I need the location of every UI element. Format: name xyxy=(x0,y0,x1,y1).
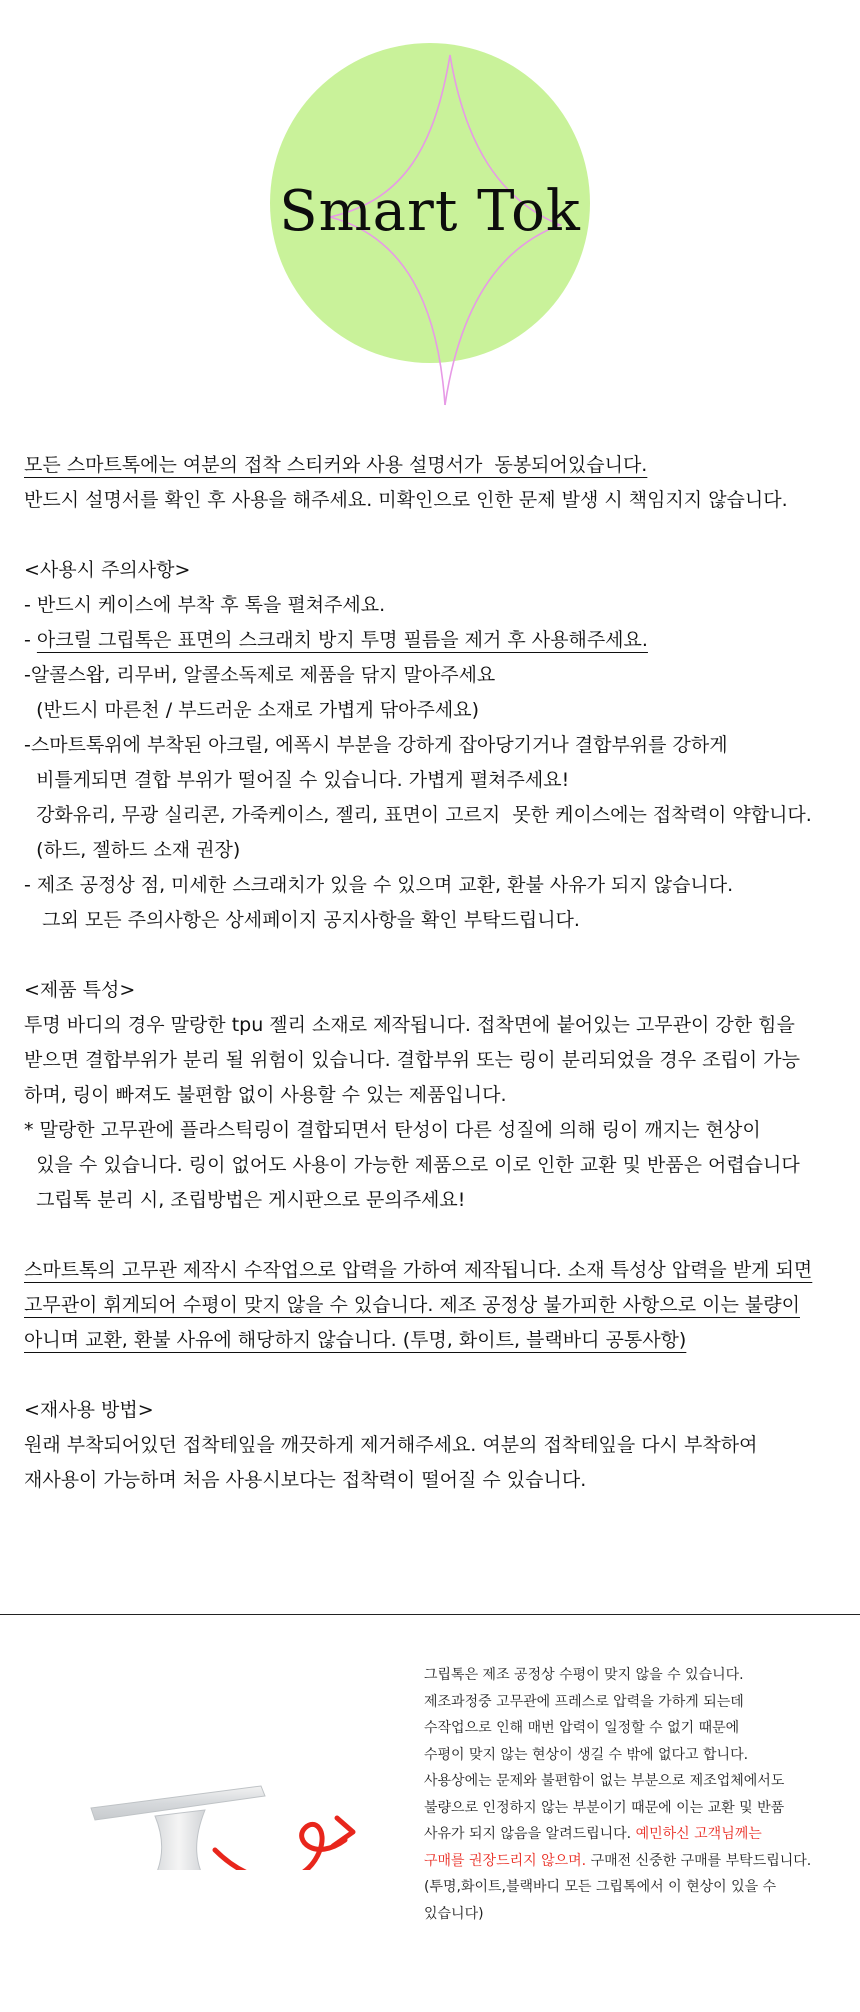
note-line-8 xyxy=(424,1848,854,1875)
note-line-2: 제조과정중 고무관에 프레스로 압력을 가하게 되는데 xyxy=(424,1693,744,1710)
note-line-7 xyxy=(424,1821,854,1848)
rubber-line-3: 아니며 교환, 환불 사유에 해당하지 않습니다. (투명, 화이트, 블랙바디 공통사항) xyxy=(24,1329,687,1351)
caution-line-10: 그외 모든 주의사항은 상세페이지 공지사항을 확인 부탁드립니다. xyxy=(24,909,580,931)
side-note xyxy=(424,1662,854,1927)
caution-line-2 xyxy=(24,623,844,658)
note-line-3: 수작업으로 인해 매번 압력이 일정할 수 없기 때문에 xyxy=(424,1720,740,1736)
caution-line-4: (반드시 마른천 / 부드러운 소재로 가볍게 닦아주세요) xyxy=(24,699,479,721)
reuse-line-1: 원래 부착되어있던 접착테잎을 깨끗하게 제거해주세요. 여분의 접착테잎을 다시 부착하여 xyxy=(24,1434,758,1456)
logo-title: Smart Tok xyxy=(279,178,581,244)
note-line-4: 수평이 맞지 않는 현상이 생길 수 밖에 없다고 합니다. xyxy=(424,1746,749,1763)
note-line-1: 그립톡은 제조 공정상 수평이 맞지 않을 수 있습니다. xyxy=(424,1667,744,1683)
smart-tok-logo xyxy=(260,15,600,415)
caution-title: <사용시 주의사항> xyxy=(24,559,191,581)
note-line-10: 있습니다) xyxy=(424,1905,484,1922)
caution-line-6: 비틀게되면 결합 부위가 떨어질 수 있습니다. 가볍게 펼쳐주세요! xyxy=(24,769,570,791)
caution-line-8: (하드, 젤하드 소재 권장) xyxy=(24,839,241,861)
grip-tok-neck xyxy=(147,1810,211,1870)
caution-line-7: 강화유리, 무광 실리콘, 가죽케이스, 젤리, 표면이 고르지 못한 케이스에는 접착력이 약합니다. xyxy=(24,804,812,826)
note-line-8-warning: 구매를 권장드리지 않으며. xyxy=(424,1852,587,1869)
feature-line-5: 있을 수 있습니다. 링이 없어도 사용이 가능한 제품으로 이로 인한 교환 및 반품은 어렵습니다 xyxy=(24,1154,800,1176)
red-arrow-head-icon xyxy=(333,1818,353,1846)
section-divider xyxy=(0,1614,860,1615)
note-line-6: 불량으로 인정하지 않는 부분이기 때문에 이는 교환 및 반품 xyxy=(424,1799,785,1816)
rubber-line-1: 스마트톡의 고무관 제작시 수작업으로 압력을 가하여 제작됩니다. 소재 특성상 압력을 받게 되면 xyxy=(24,1259,813,1281)
notice-body xyxy=(24,448,844,1498)
caution-line-5: -스마트톡위에 부착된 아크릴, 에폭시 부분을 강하게 잡아당기거나 결합부위를 강하게 xyxy=(24,734,728,756)
feature-line-3: 하며, 링이 빠져도 불편함 없이 사용할 수 있는 제품입니다. xyxy=(24,1084,507,1106)
note-line-5: 사용상에는 문제와 불편함이 없는 부분으로 제조업체에서도 xyxy=(424,1773,785,1789)
reuse-line-2: 재사용이 가능하며 처음 사용시보다는 접착력이 떨어질 수 있습니다. xyxy=(24,1469,587,1491)
feature-line-1: 투명 바디의 경우 말랑한 tpu 젤리 소재로 제작됩니다. 접착면에 붙어있는 고무관이 강한 힘을 xyxy=(24,1014,795,1036)
grip-tok-side-image xyxy=(15,1690,395,1870)
grip-tok-illustration xyxy=(15,1690,395,1870)
note-line-8-text: 구매전 신중한 구매를 부탁드립니다. xyxy=(586,1852,812,1869)
note-line-9: (투명,화이트,블랙바디 모든 그립톡에서 이 현상이 있을 수 xyxy=(424,1879,777,1895)
caution-line-1: - 반드시 케이스에 부착 후 톡을 펼쳐주세요. xyxy=(24,594,386,616)
rubber-line-2: 고무관이 휘게되어 수평이 맞지 않을 수 있습니다. 제조 공정상 불가피한 사항으로 이는 불량이 xyxy=(24,1294,800,1316)
feature-title: <제품 특성> xyxy=(24,979,136,1001)
reuse-title: <재사용 방법> xyxy=(24,1399,154,1421)
feature-line-6: 그립톡 분리 시, 조립방법은 게시판으로 문의주세요! xyxy=(24,1189,466,1211)
intro-line-2: 반드시 설명서를 확인 후 사용을 해주세요. 미확인으로 인한 문제 발생 시 책임지지 않습니다. xyxy=(24,489,788,511)
caution-line-3: -알콜스왑, 리무버, 알콜소독제로 제품을 닦지 말아주세요 xyxy=(24,664,496,686)
note-line-7-text: 사유가 되지 않음을 알려드립니다. xyxy=(424,1826,636,1842)
intro-line-1: 모든 스마트톡에는 여분의 접착 스티커와 사용 설명서가 동봉되어있습니다. xyxy=(24,454,648,476)
note-line-7-warning: 예민하신 고객님께는 xyxy=(635,1826,762,1842)
caution-line-2-prefix: - xyxy=(24,629,37,651)
caution-line-9: - 제조 공정상 점, 미세한 스크래치가 있을 수 있으며 교환, 환불 사유가 되지 않습니다. xyxy=(24,874,734,896)
caution-line-2-text: 아크릴 그립톡은 표면의 스크래치 방지 투명 필름을 제거 후 사용해주세요. xyxy=(36,629,648,651)
feature-line-2: 받으면 결합부위가 분리 될 위험이 있습니다. 결합부위 또는 링이 분리되었을 경우 조립이 가능 xyxy=(24,1049,800,1071)
feature-line-4: * 말랑한 고무관에 플라스틱링이 결합되면서 탄성이 다른 성질에 의해 링이 깨지는 현상이 xyxy=(24,1119,761,1141)
red-arrow-curve xyxy=(215,1824,345,1870)
